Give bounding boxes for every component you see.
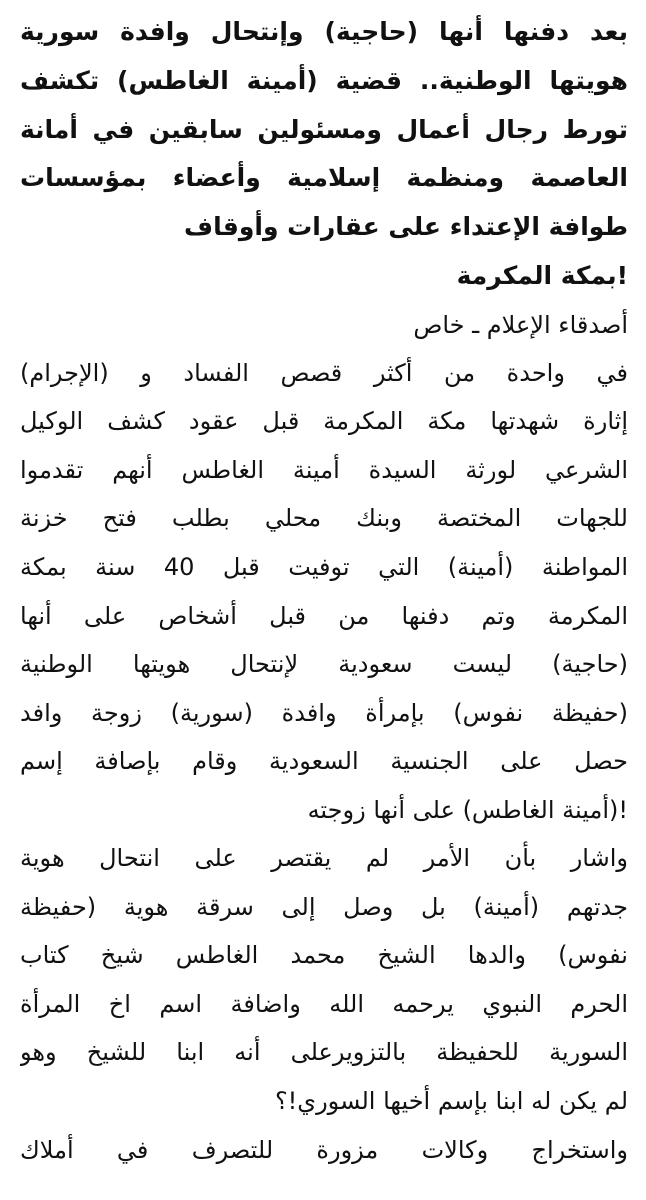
body-line: إثارة شهدتها مكة المكرمة قبل عقود كشف الوكيل [20, 407, 628, 436]
article-body [20, 349, 628, 1174]
body-line: السورية للحفيظة بالتزويرعلى أنه ابنا للشيخ وهو [20, 1038, 628, 1067]
body-line: !(أمينة الغاطس) على أنها زوجته [307, 795, 628, 824]
body-line: الشرعي لورثة السيدة أمينة الغاطس أنهم تقدموا [20, 455, 628, 484]
headline-line: بعد دفنها أنها (حاجية) وإنتحال وافدة سورية [20, 17, 628, 46]
article-byline: أصدقاء الإعلام ـ خاص [413, 310, 628, 339]
headline-line: !بمكة المكرمة [456, 260, 628, 290]
body-line: المكرمة وتم دفنها من قبل أشخاص على أنها [20, 601, 628, 630]
headline-line: تورط رجال أعمال ومسئولين سابقين في أمانة [20, 114, 628, 144]
body-line: واستخراج وكالات مزورة للتصرف في أملاك [20, 1135, 628, 1164]
body-line: حصل على الجنسية السعودية وقام بإصافة إسم [20, 747, 628, 776]
body-line: نفوس) والدها الشيخ محمد الغاطس شيخ كتاب [20, 941, 628, 970]
body-line: المواطنة (أمينة) التي توفيت قبل 40 سنة بمكة [20, 552, 628, 581]
body-line: واشار بأن الأمر لم يقتصر على انتحال هوية [20, 844, 628, 873]
body-line: (حفيظة نفوس) بإمرأة وافدة (سورية) زوجة وافد [20, 698, 628, 727]
headline-line: هويتها الوطنية.. قضية (أمينة الغاطس) تكشف [20, 65, 628, 95]
body-line: (حاجية) ليست سعودية لإنتحال هويتها الوطنية [20, 650, 628, 679]
body-line: جدتهم (أمينة) بل وصل إلى سرقة هوية (حفيظة [20, 892, 628, 921]
body-line: للجهات المختصة وبنك محلي بطلب فتح خزنة [20, 504, 628, 533]
headline-line: طوافة الإعتداء على عقارات وأوقاف [184, 212, 628, 242]
headline-line: العاصمة ومنظمة إسلامية وأعضاء بمؤسسات [20, 163, 628, 193]
body-line: في واحدة من أكثر قصص الفساد و (الإجرام) [20, 358, 628, 387]
body-line: لم يكن له ابنا بإسم أخيها السوري!؟ [274, 1086, 628, 1115]
article-headline [20, 8, 628, 301]
body-line: الحرم النبوي يرحمه الله واضافة اسم اخ المرأة [20, 989, 628, 1018]
